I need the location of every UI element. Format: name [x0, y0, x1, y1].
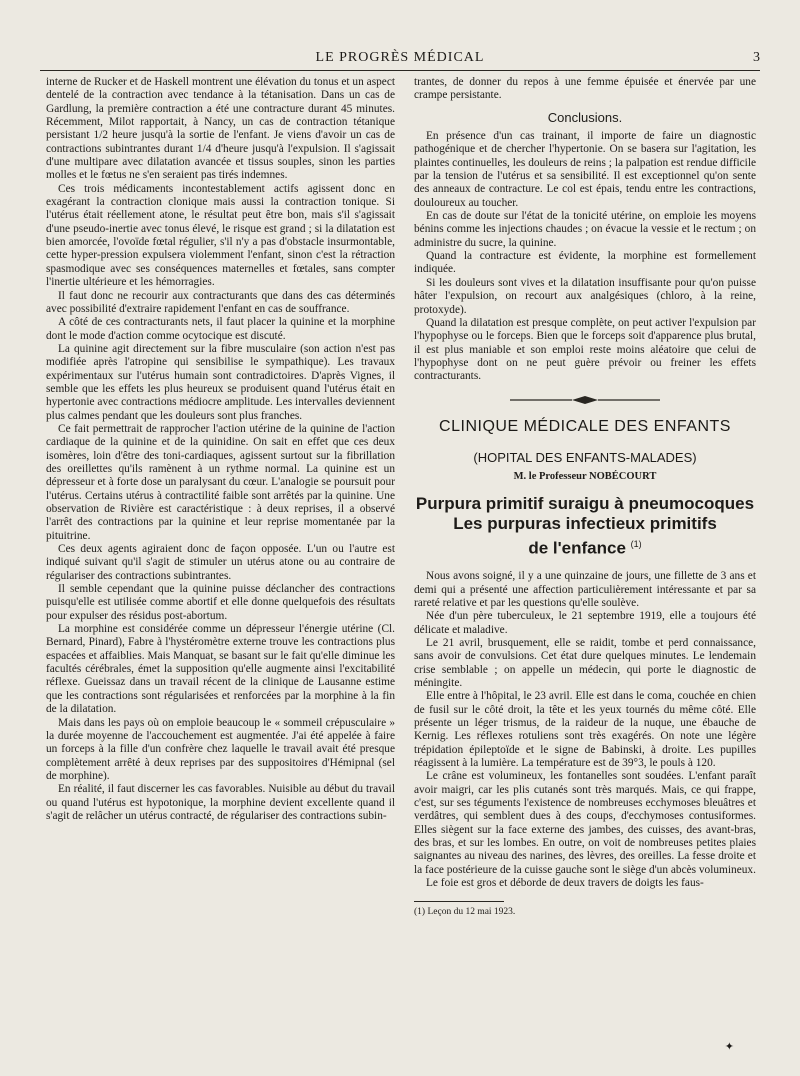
paragraph: Ces trois médicaments incontestablement actifs agissent donc en exagérant la contraction clonique mais aussi la contraction tonique. Si l'utérus était réellement atone, le résultat peut être bon, mais s'il s'agissait d'une pseudo-inertie avec tonus élevé, le risque est grand ; si la dilatation est bien amorcée, l'ovoïde fœtal régulier, s'il n'y a pas d'obstacle insurmontable, cette hyper-pression expulsera violemment l'enfant, sinon c'est la rétraction spasmodique avec ses conséquences maternelles et fœtales, sans compter l'inertie ultérieure et les hémorragies. — [46, 182, 395, 289]
journal-title: LE PROGRÈS MÉDICAL — [315, 50, 485, 65]
paragraph: En réalité, il faut discerner les cas favorables. Nuisible au début du travail ou quand l'utérus est hypotonique, la morphine devient excellente quand il s'agit de relâcher un utérus contracté, de régulariser des contractions subin- — [46, 783, 395, 822]
article-title-line-1: Purpura primitif suraigu à pneumocoques — [415, 493, 755, 513]
paragraph: Elle entre à l'hôpital, le 23 avril. Elle est dans le coma, couchée en chien de fusil sur le côté droit, la tête et les yeux tournés du même côté. Elle présente un léger trismus, de la raideur de la nuque, une ébauche de Kernig. Les réflexes rotuliens sont très exagérés. On note une légère trépidation épileptoïde et le signe de Babinski, à droite. Les pupilles réagissent à la lumière. La température est de 39°3, le pouls à 120. — [414, 690, 756, 770]
paragraph: Il faut donc ne recourir aux contracturants que dans des cas déterminés avec possibilité d'extraire rapidement l'enfant en cas de souffrance. — [46, 289, 395, 315]
article-title-line-3: de l'enfance — [528, 538, 626, 558]
right-column — [414, 76, 756, 918]
article-title — [414, 494, 756, 559]
professor-name: M. le Professeur NOBÉCOURT — [513, 471, 657, 483]
section-divider-ornament — [414, 394, 756, 406]
page-number: 3 — [753, 50, 760, 65]
paragraph: Ces deux agents agiraient donc de façon opposée. L'un ou l'autre est indiqué suivant qu'il s'agit de stimuler un utérus atone ou au contraire de régulariser des contractions subintrantes. — [46, 543, 395, 582]
paragraph: Mais dans les pays où on emploie beaucoup le « sommeil crépusculaire » la durée moyenne de l'accouchement est augmentée. J'ai été appelée à faire un forceps à la fille d'un confrère chez laquelle le travail avait été presque complètement arrêté à deux reprises par des suppositoires d'Hémipnal (sel de morphine). — [46, 716, 395, 782]
paragraph: Née d'un père tuberculeux, le 21 septembre 1919, elle a toujours été délicate et maladive. — [414, 610, 756, 636]
paragraph: trantes, de donner du repos à une femme épuisée et énervée par une crampe persistante. — [414, 76, 756, 102]
paragraph: Il semble cependant que la quinine puisse déclancher des contractions puisqu'elle est utilisée comme abortif et elle donne quelquefois des résultats pour expulser des résidus post-abortum. — [46, 583, 395, 622]
article-title-line-2: Les purpuras infectieux primitifs — [453, 513, 717, 533]
printer-mark-icon: ✦ — [724, 1041, 734, 1053]
paragraph: Le foie est gros et déborde de deux travers de doigts les faus- — [426, 877, 704, 890]
paragraph: En cas de doute sur l'état de la tonicité utérine, on emploie les moyens bénins comme les injections chaudes ; on évacue la vessie et le rectum ; on administre du sucre, la quinine. — [414, 210, 756, 249]
paragraph: La morphine est considérée comme un dépresseur l'énergie utérine (Cl. Bernard, Pinard), Fabre à l'hystéromètre externe trouve les contractions plus espacées et affaiblies. Mais Manquat, se basant sur le fait qu'elle diminue les facultés cérébrales, émet la supposition qu'elle augmente ainsi l'excitabilité réflexe. Gueissaz dans un travail récent de la clinique de Lausanne estime que les contractions sont régularisées et renforcées par la morphine à la fin de la dilatation. — [46, 623, 395, 716]
paragraph: Nous avons soigné, il y a une quinzaine de jours, une fillette de 3 ans et demi qui a présenté une affection particulièrement intéressante et par sa rareté relative et par les questions qu'elle soulève. — [414, 570, 756, 609]
paragraph: Ce fait permettrait de rapprocher l'action utérine de la quinine de l'action cardiaque de la quinine et de la quinidine. On sait en effet que ces deux isomères, loin d'être des toni-cardiaques, agissent surtout sur la fibrillation des oreillettes qu'ils ramènent à un rythme normal. La quinine est un dépresseur et à forte dose un paralysant du cœur. L'analogie se poursuit pour l'utérus. Certains utérus à contractilité faible sont arrêtés par la quinine. Une observation de Rivière est caractéristique : à deux reprises, il a observé l'arrêt des contractions par la quinine et leur reprise momentanée par la pituitrine. — [46, 422, 395, 542]
left-column — [46, 76, 395, 823]
paragraph: Le crâne est volumineux, les fontanelles sont soudées. L'enfant paraît avoir maigri, car les plis cutanés sont très marqués. Mais, ce qui frappe, c'est, sur ses téguments l'existence de nombreuses ecchymoses bleuâtres et verdâtres, qui semblent dues à des coups, d'ecchymoses contusiformes. Elles siègent sur la face externe des jambes, des cuisses, des avant-bras, des bras, et sur les lombes. En outre, on voit de nombreuses petites plaies saignantes au niveau des narines, des lèvres, des oreilles. La fesse droite et la face postérieure de la cuisse gauche sont le siège d'un abcès volumineux. — [414, 770, 756, 876]
paragraph: Le 21 avril, brusquement, elle se raidit, tombe et perd connaissance, sans avoir de convulsions. Cet état dure quelques minutes. Le lendemain crise semblable ; on appelle un médecin, qui porte le diagnostic de méningite. — [414, 636, 756, 689]
section-title: CLINIQUE MÉDICALE DES ENFANTS — [439, 417, 731, 435]
paragraph: En présence d'un cas trainant, il importe de faire un diagnostic pathogénique et de chercher l'hypertonie. On se basera sur l'agitation, les plaintes continuelles, les douleurs de reins ; la palpation est rendue difficile par la tension de l'utérus et sa sensibilité. Il est exceptionnel qu'on sente des anneaux de contracture. Le col est épais, tendu entre les contractions, douloureux au toucher. — [414, 130, 756, 209]
footnote-marker: (1) — [630, 538, 642, 549]
header-rule — [40, 70, 760, 71]
paragraph: Quand la contracture est évidente, la morphine est formellement indiquée. — [414, 250, 756, 276]
paragraph: interne de Rucker et de Haskell montrent une élévation du tonus et un aspect dentelé de la contraction avec tendance à la tétanisation. Dans un cas de Gardlung, la première contraction a été une contracture durant 45 minutes. Récemment, Milot rapportait, à Nancy, un cas de contraction tétanique persistant 1/2 heure jusqu'à la sortie de l'enfant. Je viens d'avoir un cas de contractions subintrantes durant 1/4 d'heure jusqu'à l'expulsion. Il s'agissait d'une multipare avec dilatation avancée et tissus souples, sinon les parties molles et le fœtus ne s'en seraient pas tirés indemnes. — [46, 76, 395, 182]
footnote: (1) Leçon du 12 mai 1923. — [414, 906, 516, 917]
page-header — [40, 50, 760, 72]
paragraph: La quinine agit directement sur la fibre musculaire (son action n'est pas modifiée après l'atropine qui sensibilise le sympathique). Les travaux expérimentaux sur l'utérus humain sont contradictoires. D'après Vignes, il semble que les effets les plus heureux se produisent quand l'utérus était en hypertonie avec contractions médiocre amplitude. Les intervalles deviennent plus calmes pendant que les douleurs sont plus franches. — [46, 342, 395, 422]
footnote-rule — [414, 901, 504, 902]
hospital-name: (HOPITAL DES ENFANTS-MALADES) — [473, 449, 697, 465]
paragraph: Si les douleurs sont vives et la dilatation insuffisante pour qu'on puisse hâter l'expulsion, on recourt aux analgésiques (chloro, à la reine, protoxyde). — [414, 276, 756, 316]
paragraph: A côté de ces contracturants nets, il faut placer la quinine et la morphine dont le mode d'action comme ocytocique est discuté. — [46, 316, 395, 342]
conclusions-heading: Conclusions. — [547, 109, 623, 125]
paragraph: Quand la dilatation est presque complète, on peut activer l'expulsion par l'hypophyse ou le forceps. Bien que le forceps soit d'apparence plus brutal, il est plus maniable et son emploi reste moins aléatoire que celui de l'hypophyse dont on ne peut guère prévoir ou freiner les effets contracturants. — [414, 316, 756, 383]
